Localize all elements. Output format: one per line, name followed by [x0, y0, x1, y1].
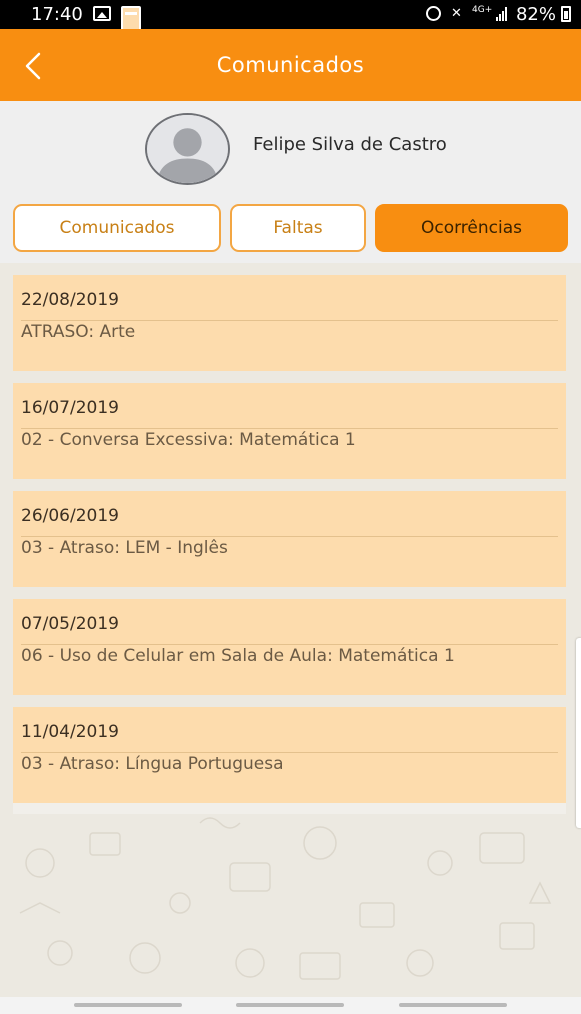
list-item[interactable] [13, 491, 566, 587]
list-item[interactable] [13, 383, 566, 479]
occurrence-date: 22/08/2019 [21, 290, 119, 310]
status-time: 17:40 [31, 4, 83, 25]
battery-icon [561, 6, 571, 22]
tab-ocorrencias[interactable]: Ocorrências [375, 204, 568, 252]
student-name: Felipe Silva de Castro [253, 134, 447, 155]
back-button[interactable] [18, 49, 52, 83]
divider [21, 428, 558, 429]
occurrence-date: 16/07/2019 [21, 398, 119, 418]
page-title: Comunicados [216, 53, 365, 77]
signal-icon [496, 7, 507, 21]
tab-comunicados[interactable]: Comunicados [13, 204, 221, 252]
recent-apps-button[interactable] [74, 1003, 182, 1007]
divider [21, 536, 558, 537]
chevron-left-icon [18, 49, 52, 83]
occurrence-description: 03 - Atraso: Língua Portuguesa [21, 754, 284, 774]
profile-header [0, 101, 581, 263]
occurrence-description: 03 - Atraso: LEM - Inglês [21, 538, 228, 558]
alarm-icon [426, 6, 441, 21]
home-button[interactable] [236, 1003, 344, 1007]
list-item[interactable] [13, 707, 566, 805]
occurrence-date: 07/05/2019 [21, 614, 119, 634]
occurrence-description: 02 - Conversa Excessiva: Matemática 1 [21, 430, 356, 450]
divider [21, 752, 558, 753]
scroll-handle[interactable] [576, 638, 581, 828]
divider [21, 320, 558, 321]
system-nav-bar [0, 997, 581, 1014]
network-icon: 4G+ [472, 5, 493, 15]
occurrence-description: 06 - Uso de Celular em Sala de Aula: Matemática 1 [21, 646, 455, 666]
status-right-icons [426, 6, 507, 21]
list-footer [13, 803, 566, 814]
status-bar [0, 0, 581, 29]
divider [21, 644, 558, 645]
list-item[interactable] [13, 599, 566, 695]
image-icon [93, 6, 111, 21]
back-nav-button[interactable] [399, 1003, 507, 1007]
occurrence-list [13, 275, 566, 817]
app-bar [0, 29, 581, 101]
tab-faltas[interactable]: Faltas [230, 204, 366, 252]
content-area[interactable] [0, 263, 581, 997]
tab-bar [0, 204, 581, 252]
mute-icon: ✕ [451, 6, 462, 21]
list-item[interactable] [13, 275, 566, 371]
user-placeholder-icon [147, 115, 228, 183]
avatar [145, 113, 230, 185]
battery-level: 82% [515, 4, 556, 25]
occurrence-date: 11/04/2019 [21, 722, 119, 742]
occurrence-description: ATRASO: Arte [21, 322, 136, 342]
occurrence-date: 26/06/2019 [21, 506, 119, 526]
